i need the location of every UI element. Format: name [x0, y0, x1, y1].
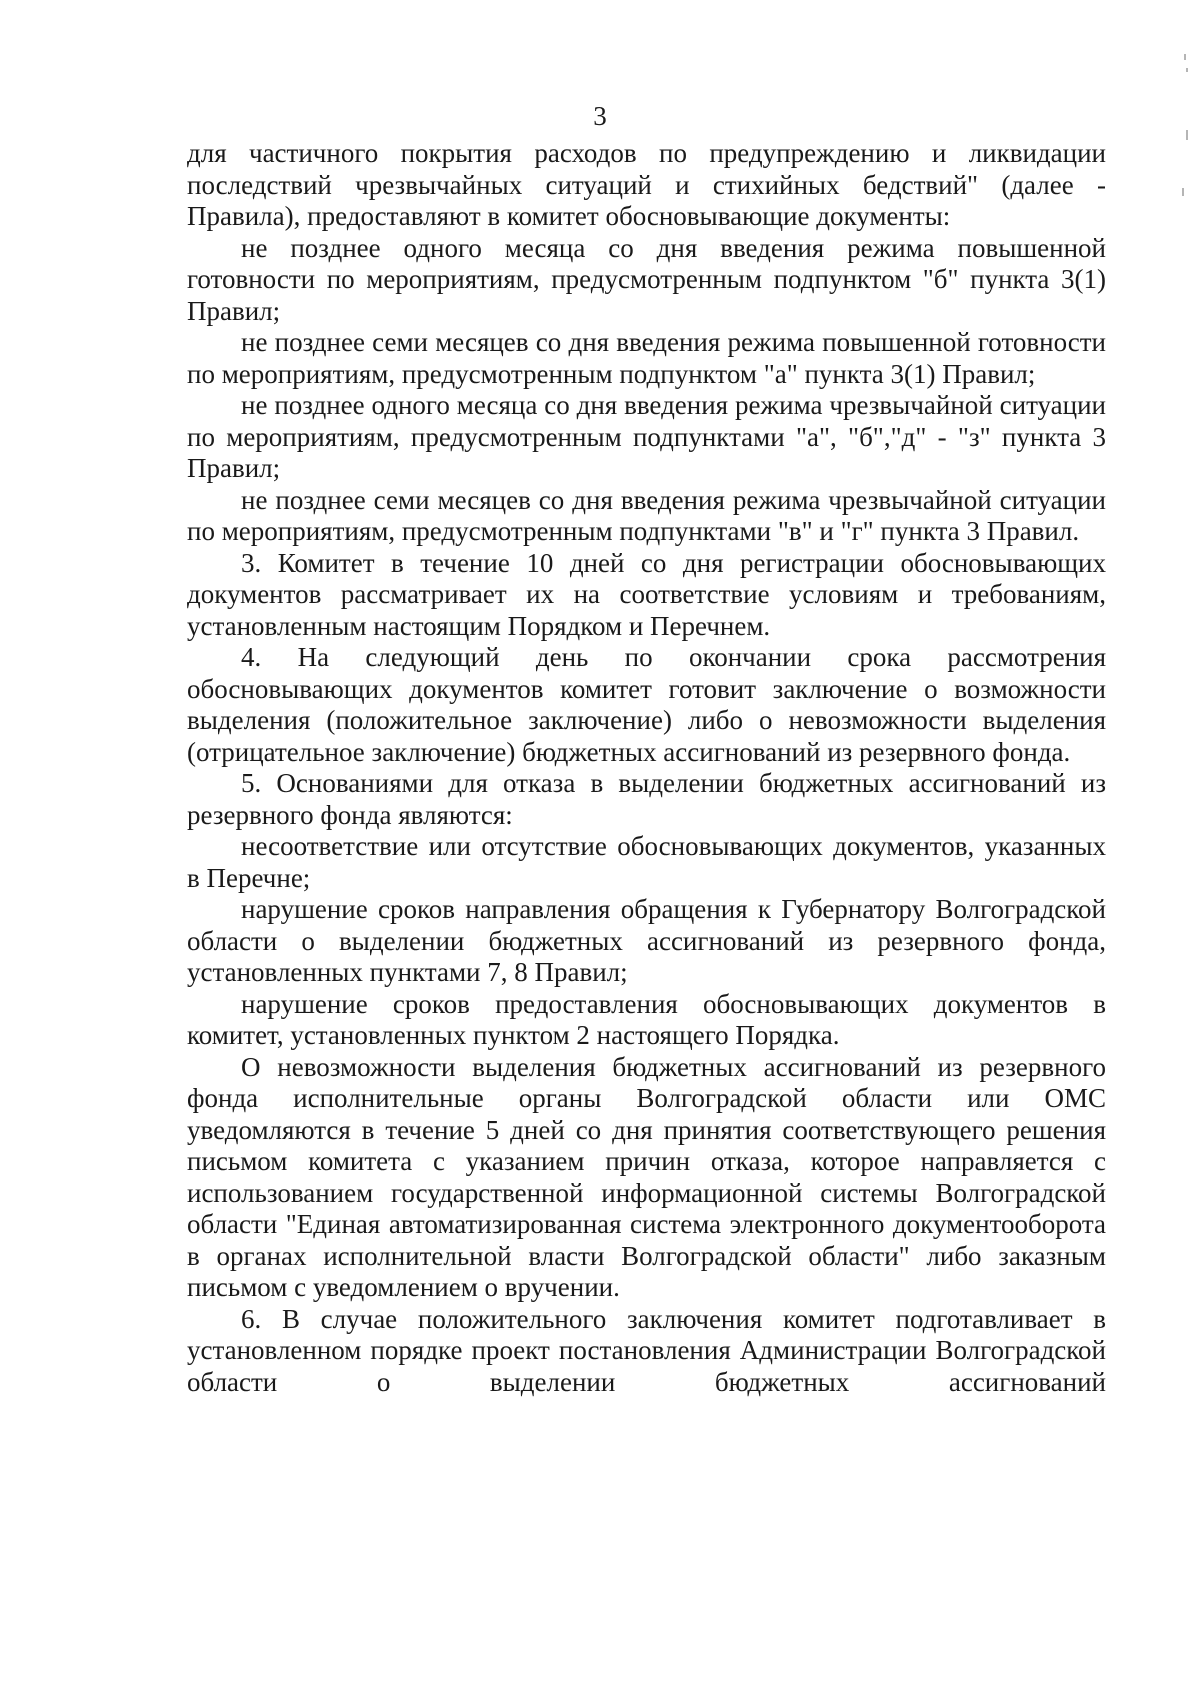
paragraph-deadline-2: не позднее семи месяцев со дня введения режима повышенной готовности по мероприятиям, предусмотренным подпунктом "а" пункта 3(1) Правил;	[187, 327, 1106, 389]
paragraph-item-6: 6. В случае положительного заключения комитет подготавливает в установленном порядке проект постановления Администрации Волгоградской области о выделении бюджетных ассигнований	[187, 1303, 1106, 1397]
paragraph-refusal-reason-3: нарушение сроков предоставления обосновывающих документов в комитет, установленных пунктом 2 настоящего Порядка.	[187, 988, 1106, 1050]
paragraph-deadline-1: не позднее одного месяца со дня введения режима повышенной готовности по мероприятиям, предусмотренным подпунктом "б" пункта 3(1) Правил;	[187, 232, 1106, 326]
paragraph-refusal-reason-2: нарушение сроков направления обращения к Губернатору Волгоградской области о выделении бюджетных ассигнований из резервного фонда, установленных пунктами 7, 8 Правил;	[187, 894, 1106, 987]
paragraph-refusal-reason-1: несоответствие или отсутствие обосновывающих документов, указанных в Перечне;	[187, 831, 1106, 893]
paragraph-deadline-3: не позднее одного месяца со дня введения режима чрезвычайной ситуации по мероприятиям, предусмотренным подпунктами "а", "б","д" - "з" пункта 3 Правил;	[187, 390, 1106, 483]
scan-mark	[1186, 68, 1188, 72]
page-number: 3	[593, 101, 607, 131]
paragraph-item-5: 5. Основаниями для отказа в выделении бюджетных ассигнований из резервного фонда являются:	[187, 768, 1106, 830]
paragraph-item-4: 4. На следующий день по окончании срока рассмотрения обосновывающих документов комитет готовит заключение о возможности выделения (положительное заключение) либо о невозможности выделения (отрицательное заключение) бюджетных ассигнований из резервного фонда.	[187, 642, 1106, 767]
scan-edge-marks	[1180, 40, 1200, 240]
paragraph-deadline-4: не позднее семи месяцев со дня введения режима чрезвычайной ситуации по мероприятиям, предусмотренным подпунктами "в" и "г" пункта 3 Правил.	[187, 484, 1106, 546]
paragraph-item-3: 3. Комитет в течение 10 дней со дня регистрации обосновывающих документов рассматривает их на соответствие условиям и требованиям, установленным настоящим Порядком и Перечнем.	[187, 547, 1106, 641]
scan-mark	[1184, 54, 1186, 60]
scan-mark	[1182, 188, 1184, 196]
paragraph-continuation: для частичного покрытия расходов по предупреждению и ликвидации последствий чрезвычайных ситуаций и стихийных бедствий" (далее - Правила), предоставляют в комитет обосновывающие документы:	[187, 138, 1106, 231]
paragraph-refusal-notice: О невозможности выделения бюджетных ассигнований из резервного фонда исполнительные органы Волгоградской области или ОМС уведомляются в течение 5 дней со дня принятия соответствующего решения письмом комитета с указанием причин отказа, которое направляется с использованием государственной информационной системы Волгоградской области "Единая автоматизированная система электронного документооборота в органах исполнительной власти Волгоградской области" либо заказным письмом с уведомлением о вручении.	[187, 1051, 1106, 1302]
document-body	[187, 138, 1106, 1398]
